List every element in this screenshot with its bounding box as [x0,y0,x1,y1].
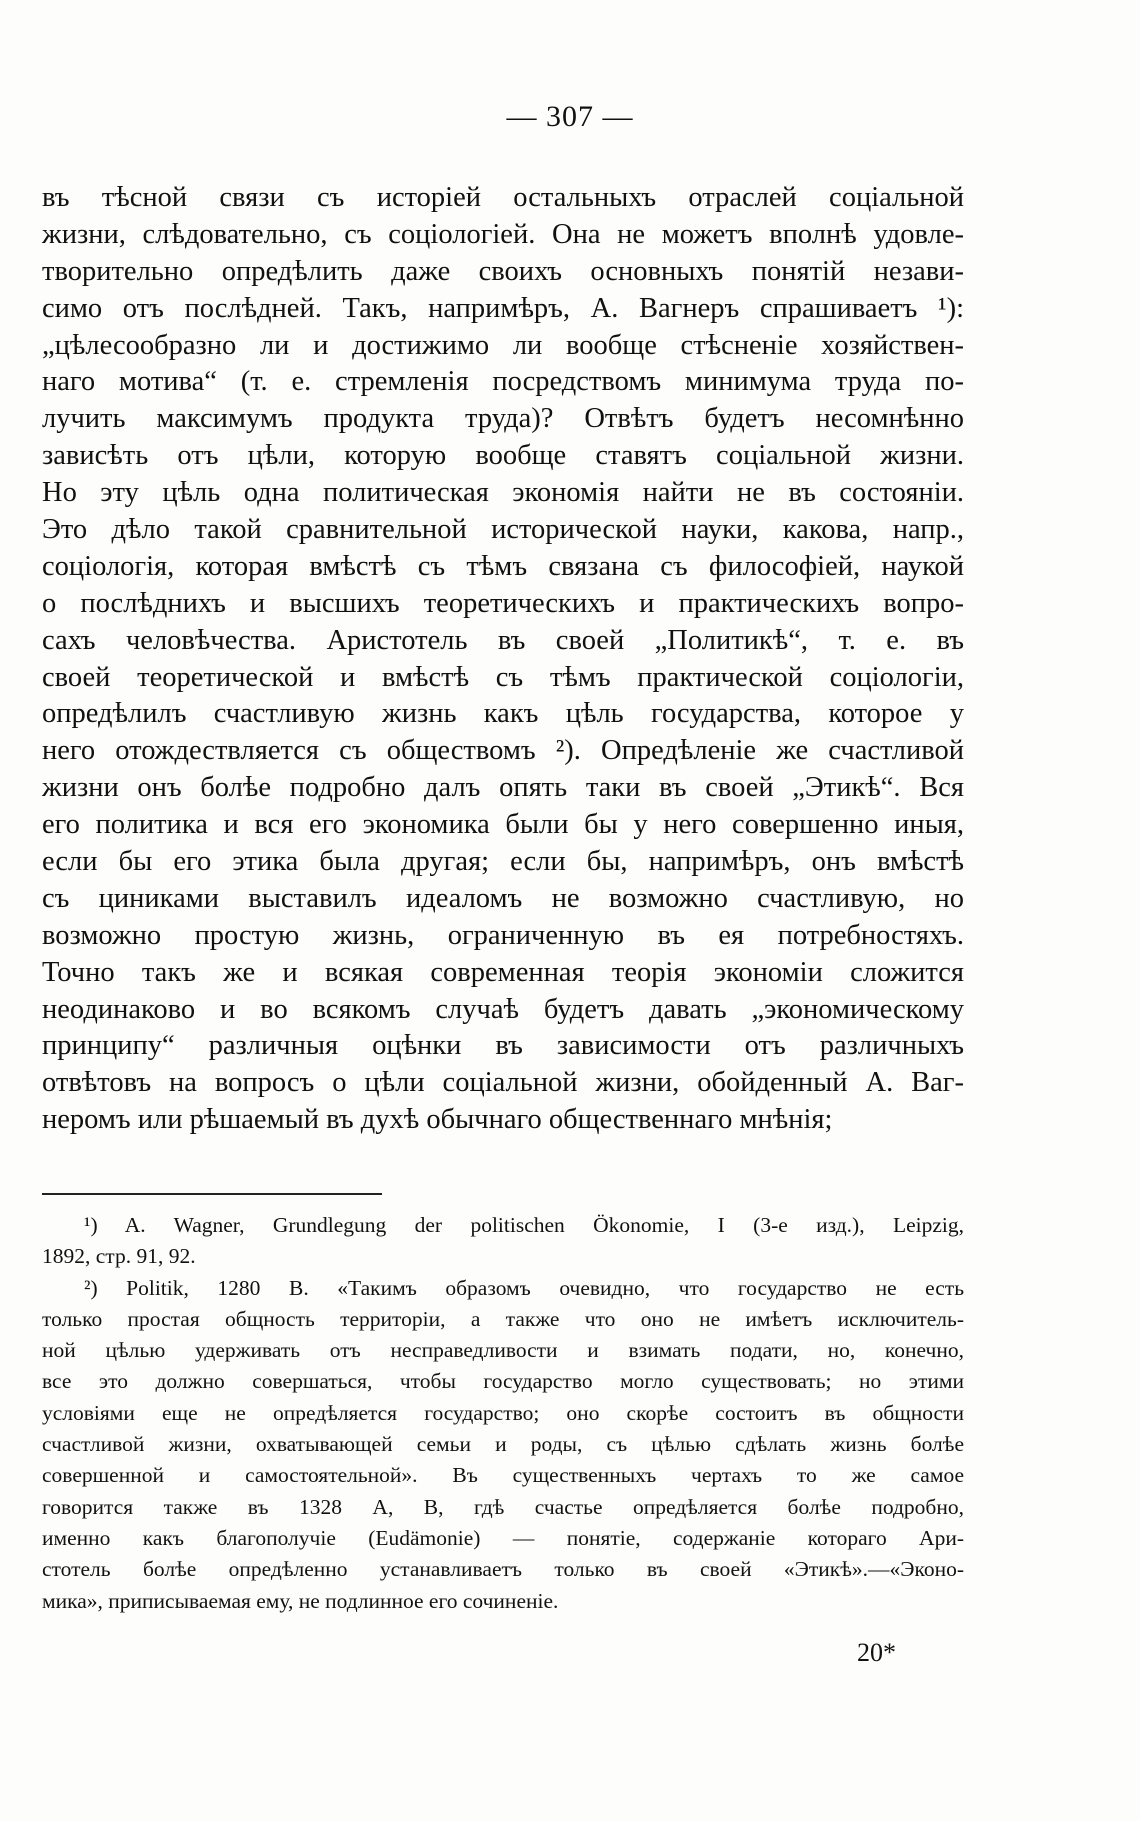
footnotes [42,1210,964,1617]
text-line: его политика и вся его экономика были бы у него совершенно иныя, [42,809,964,841]
text-line: лучить максимумъ продукта труда)? Отвѣтъ будетъ несомнѣнно [42,403,964,435]
footnote-line: ²) Politik, 1280 B. «Такимъ образомъ очевидно, что государство не есть [84,1275,964,1300]
footnote-line: ¹) A. Wagner, Grundlegung der politischen Ökonomie, I (3-е изд.), Leipzig, [84,1213,964,1237]
footnote-line: счастливой жизни, охватывающей семьи и роды, съ цѣлью сдѣлать жизнь болѣе [42,1432,964,1457]
text-line: съ циниками выставилъ идеаломъ не возможно счастливую, но [42,882,964,914]
text-line: сахъ человѣчества. Аристотель въ своей „Политикѣ“, т. е. въ [42,624,964,656]
footnote-line: говорится также въ 1328 A, B, гдѣ счастье опредѣляется болѣе подробно, [42,1494,964,1519]
footnote-line: условіями еще не опредѣляется государство; оно скорѣе состоитъ въ общности [42,1400,964,1425]
text-line: симо отъ послѣдней. Такъ, напримѣръ, А. Вагнеръ спрашиваетъ ¹): [42,292,964,324]
text-line: „цѣлесообразно ли и достижимо ли вообще стѣсненіе хозяйствен- [42,329,964,361]
text-line: возможно простую жизнь, ограниченную въ ея потребностяхъ. [42,919,964,951]
text-line: неодинаково и во всякомъ случаѣ будетъ давать „экономическому [42,993,964,1025]
footnote-line: совершенной и самостоятельной». Въ существенныхъ чертахъ то же самое [42,1463,964,1488]
text-line: наго мотива“ (т. е. стремленія посредствомъ минимума труда по- [42,366,964,398]
text-line: жизни онъ болѣе подробно далъ опять таки въ своей „Этикѣ“. Вся [42,772,964,804]
text-line: своей теоретической и вмѣстѣ съ тѣмъ практической соціологіи, [42,661,964,693]
footnote-line: ной цѣлью удерживать отъ несправедливости и взимать подати, но, конечно, [42,1338,964,1363]
text-line: отвѣтовъ на вопросъ о цѣли соціальной жизни, обойденный А. Ваг- [42,1067,964,1099]
text-line: зависѣть отъ цѣли, которую вообще ставятъ соціальной жизни. [42,440,964,472]
text-line: о послѣднихъ и высшихъ теоретическихъ и практическихъ вопро- [42,587,964,619]
footnote-line: стотель болѣе опредѣленно устанавливаетъ только въ своей «Этикѣ».—«Эконо- [42,1557,964,1582]
text-line: Это дѣло такой сравнительной исторической науки, какова, напр., [42,514,964,546]
text-line: неромъ или рѣшаемый въ духѣ обычнаго общественнаго мнѣнія; [42,1104,833,1136]
footnote-line: все это должно совершаться, чтобы государство могло существовать; но этими [42,1369,964,1394]
main-text [42,180,964,1139]
text-line: него отождествляется съ обществомъ ²). Опредѣленіе же счастливой [42,735,964,767]
footnote-divider [42,1193,382,1195]
signature-mark: 20* [857,1638,896,1667]
footnote-line: 1892, стр. 91, 92. [42,1244,196,1269]
text-line: опредѣлилъ счастливую жизнь какъ цѣль государства, которое у [42,698,964,730]
text-line: если бы его этика была другая; если бы, напримѣръ, онъ вмѣстѣ [42,846,964,878]
text-line: творительно опредѣлить даже своихъ основныхъ понятій незави- [42,255,964,287]
text-line: жизни, слѣдовательно, съ соціологіей. Она не можетъ вполнѣ удовле- [42,218,964,250]
text-line: соціологія, которая вмѣстѣ съ тѣмъ связана съ философіей, наукой [42,550,964,582]
text-line: Точно такъ же и всякая современная теорія экономіи сложится [42,956,964,988]
footnote-line: только простая общность территоріи, а также что оно не имѣетъ исключитель- [42,1306,964,1331]
text-line: въ тѣсной связи съ исторіей остальныхъ отраслей соціальной [42,182,964,213]
footnote-line: именно какъ благополучіе (Eudämonie) — понятіе, содержаніе котораго Ари- [42,1525,964,1550]
footnote-line: мика», приписываемая ему, не подлинное его сочиненіе. [42,1588,559,1613]
text-line: принципу“ различныя оцѣнки въ зависимости отъ различныхъ [42,1030,964,1062]
page-number: — 307 — [506,100,634,133]
text-line: Но эту цѣль одна политическая экономія найти не въ состояніи. [42,477,964,509]
